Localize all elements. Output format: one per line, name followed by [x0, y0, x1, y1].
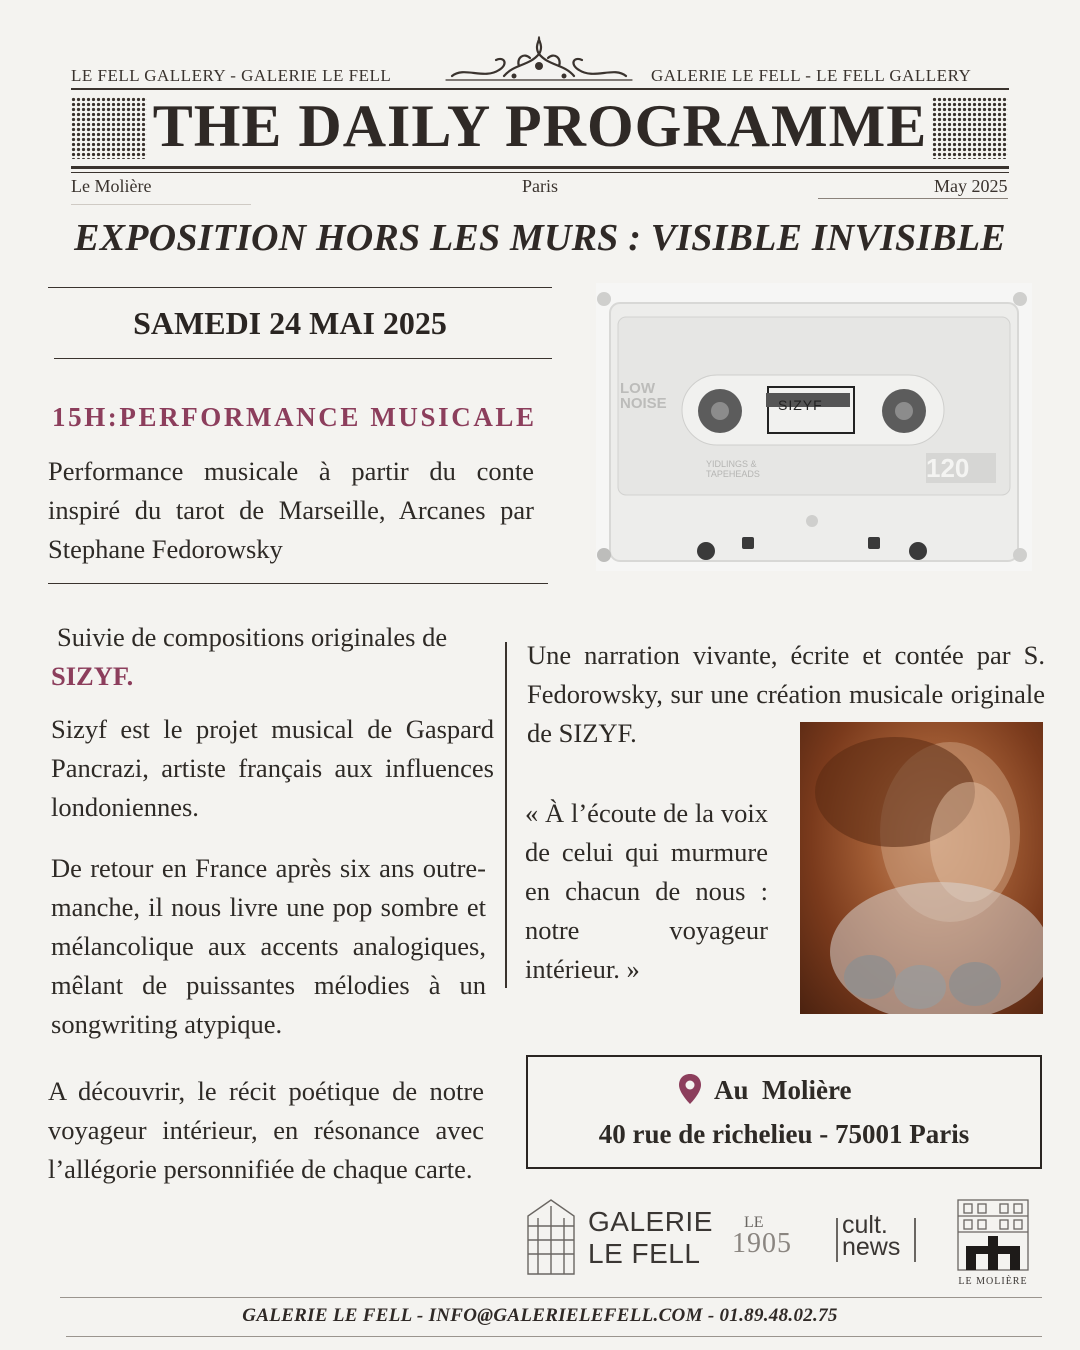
dateline-left: Le Molière [71, 176, 152, 196]
moliere-logo-text: LE MOLIÈRE [958, 1276, 1028, 1287]
ornament-icon [444, 36, 634, 86]
cassette-brand: LOW NOISE [620, 380, 667, 412]
cassette-side-text: YIDLINGS & TAPEHEADS [706, 459, 760, 479]
cassette-label: SIZYF [778, 397, 823, 413]
galerie-logo-line2: LE FELL [588, 1238, 701, 1269]
le1905-logo-top: LE [744, 1214, 764, 1231]
performance-text: Performance musicale à partir du conte inspiré du tarot de Marseille, Arcanes par Stephane Fedorowsky [48, 456, 534, 564]
venue-box [526, 1055, 1042, 1169]
narration-paragraph: Une narration vivante, écrite et contée par S. Fedorowsky, sur une création musicale originale de SIZYF. [527, 640, 1045, 748]
moliere-building-icon [956, 1196, 1030, 1274]
exhibition-headline: EXPOSITION HORS LES MURS : VISIBLE INVISIBLE [74, 217, 1006, 259]
performance-title: 15H:PERFORMANCE MUSICALE [52, 402, 537, 432]
discover-paragraph: A découvrir, le récit poétique de notre voyageur intérieur, en résonance avec l’allégorie personnifiée de chaque carte. [48, 1076, 484, 1184]
artist-photo [800, 722, 1043, 1014]
footer-contact: GALERIE LE FELL - INFO@GALERIELEFELL.COM - 01.89.48.02.75 [242, 1305, 838, 1326]
venue-address: 40 rue de richelieu - 75001 Paris [598, 1119, 970, 1149]
quote-paragraph: « À l’écoute de la voix de celui qui murmure en chacun de nous : notre voyageur intérieur. » [525, 798, 768, 984]
sizyf-bio-paragraph: Sizyf est le projet musical de Gaspard Pancrazi, artiste français aux influences londoniennes. [51, 714, 494, 822]
event-date: SAMEDI 24 MAI 2025 [133, 305, 447, 341]
le1905-logo-bottom: 1905 [732, 1228, 792, 1259]
dateline-center: Paris [522, 176, 558, 196]
intro-text: Suivie de compositions originales de [57, 622, 448, 652]
sizyf-return-paragraph: De retour en France après six ans outre-manche, il nous livre une pop sombre et mélancolique aux accents analogiques, mêlant de puissantes mélodies à un songwriting atypique. [51, 853, 486, 1039]
sizyf-name: SIZYF. [51, 661, 134, 691]
cultnews-logo-line2: news [842, 1233, 901, 1261]
galerie-building-icon [524, 1196, 578, 1276]
kicker-left: LE FELL GALLERY - GALERIE LE FELL [71, 66, 392, 85]
cultnews-logo-line1: cult. [842, 1211, 888, 1239]
venue-name: Au Molière [714, 1075, 852, 1105]
masthead-title: THE DAILY PROGRAMME [152, 93, 928, 159]
map-pin-icon [678, 1073, 702, 1105]
galerie-logo-line1: GALERIE [588, 1206, 713, 1237]
dateline-right: May 2025 [934, 176, 1008, 196]
cassette-length: 120 [926, 453, 970, 483]
kicker-right: GALERIE LE FELL - LE FELL GALLERY [651, 66, 972, 85]
cassette-image [596, 283, 1032, 571]
